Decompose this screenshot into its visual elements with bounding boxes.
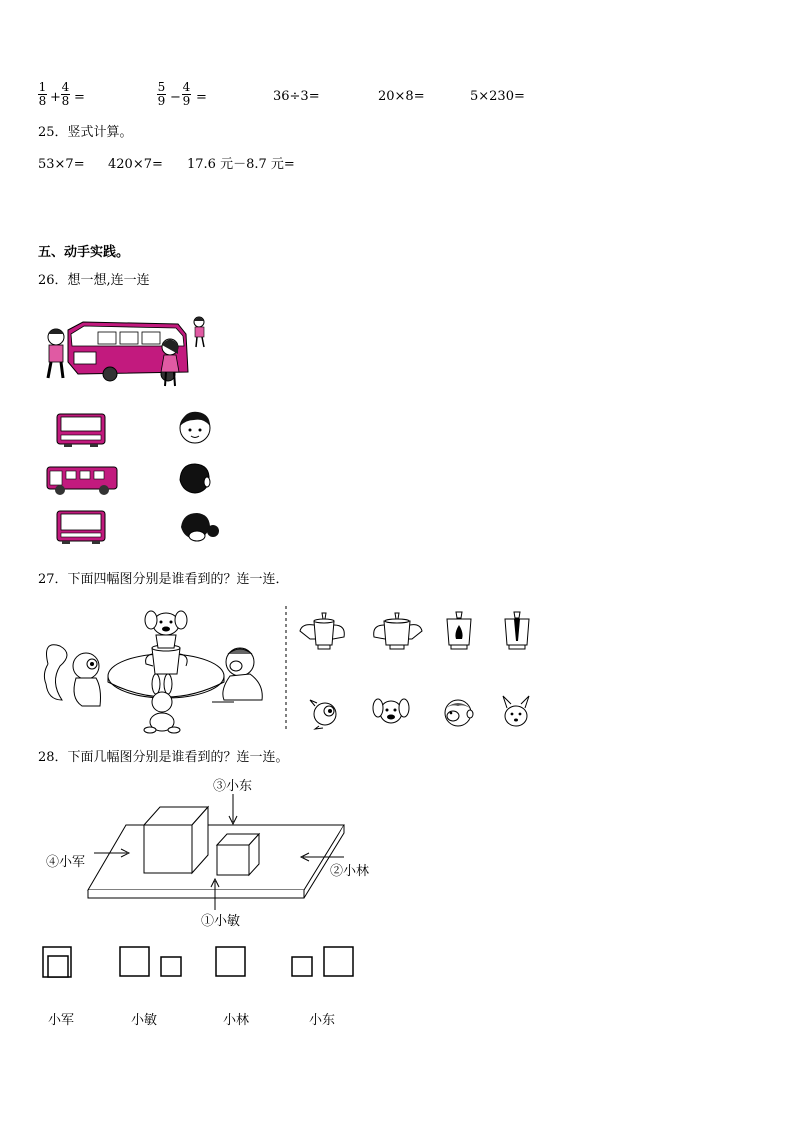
equals-sign: = xyxy=(196,90,207,105)
arrow-from-xiaomin xyxy=(210,878,220,910)
expr-36-div-3: 36÷3= xyxy=(273,89,320,104)
name-xiaojun: 小军 xyxy=(48,1013,75,1028)
arrow-from-xiaodong xyxy=(228,794,238,826)
expr-5-times-230: 5×230= xyxy=(470,89,525,104)
boy-head-front xyxy=(176,408,214,446)
question-25-title: 25．竖式计算。 xyxy=(38,125,133,140)
girl-head-back xyxy=(177,510,219,544)
fraction-4-9: 4 9 xyxy=(182,80,191,108)
expr-53-times-7: 53×7= xyxy=(38,157,85,172)
expr-money-subtraction: 17.6 元－8.7 元= xyxy=(187,157,295,172)
bus-front-view-1 xyxy=(56,412,106,448)
label-xiaolin: ②小林 xyxy=(330,864,370,879)
label-xiaomin: ①小敏 xyxy=(201,914,241,929)
arrow-from-xiaolin xyxy=(300,852,344,862)
dog-head xyxy=(371,696,411,728)
teapot-view-4 xyxy=(500,609,534,655)
bus-scene-illustration xyxy=(38,312,213,390)
fraction-4-8: 4 8 xyxy=(61,80,70,108)
view-shape-2 xyxy=(119,946,183,978)
rabbit-head xyxy=(499,694,533,730)
teapot-view-2 xyxy=(370,609,424,655)
fraction-5-9: 5 9 xyxy=(157,80,166,108)
arrow-from-xiaojun xyxy=(94,848,130,858)
question-28-title: 28．下面几幅图分别是谁看到的？连一连。 xyxy=(38,750,289,765)
name-xiaodong: 小东 xyxy=(309,1013,336,1028)
bus-front-view-2 xyxy=(56,509,106,545)
label-xiaodong: ③小东 xyxy=(213,779,253,794)
bus-side-view xyxy=(46,465,118,497)
animals-around-teapot-illustration xyxy=(40,604,272,734)
name-xiaolin: 小林 xyxy=(223,1013,250,1028)
divider-dashed-line xyxy=(284,606,288,732)
question-27-title: 27．下面四幅图分别是谁看到的？连一连． xyxy=(38,572,289,587)
view-shape-4 xyxy=(291,946,355,978)
teapot-view-3 xyxy=(442,609,476,655)
minus-sign: − xyxy=(170,90,181,105)
name-xiaomin: 小敏 xyxy=(131,1013,158,1028)
plus-sign: + xyxy=(50,90,61,105)
fraction-1-8: 1 8 xyxy=(38,80,47,108)
section-5-heading: 五、动手实践。 xyxy=(38,245,130,260)
expr-20-times-8: 20×8= xyxy=(378,89,425,104)
expr-420-times-7: 420×7= xyxy=(108,157,163,172)
view-shape-1 xyxy=(42,946,72,978)
boy-head-back xyxy=(177,462,213,496)
equals-sign: = xyxy=(74,90,85,105)
question-26-title: 26．想一想,连一连 xyxy=(38,273,150,288)
view-shape-3 xyxy=(215,946,247,978)
squirrel-head xyxy=(307,698,341,730)
monkey-head xyxy=(441,696,475,730)
teapot-view-1 xyxy=(298,609,350,655)
label-xiaojun: ④小军 xyxy=(46,855,86,870)
